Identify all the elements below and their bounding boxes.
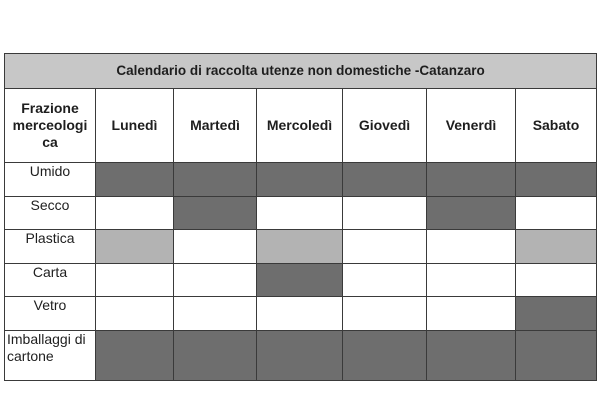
schedule-cell xyxy=(257,297,343,331)
fraction-label xyxy=(5,331,96,381)
collection-schedule-table xyxy=(4,53,597,381)
calendar-title: Calendario di raccolta utenze non domestiche -Catanzaro xyxy=(5,54,597,89)
header-line: ca xyxy=(42,133,58,150)
day-header-thursday: Giovedì xyxy=(343,88,427,162)
schedule-cell xyxy=(96,230,174,264)
schedule-cell xyxy=(516,297,597,331)
day-header-monday: Lunedì xyxy=(96,88,174,162)
header-line: merceologi xyxy=(12,116,88,133)
fraction-label xyxy=(5,163,96,197)
schedule-cell xyxy=(174,163,257,197)
schedule-cell xyxy=(96,297,174,331)
schedule-cell xyxy=(427,297,516,331)
table-row xyxy=(5,230,597,264)
fraction-label-line: Secco xyxy=(30,196,70,213)
fraction-label-line: Plastica xyxy=(25,230,75,247)
day-header-tuesday: Martedì xyxy=(174,88,257,162)
fraction-label xyxy=(5,196,96,230)
schedule-cell xyxy=(343,263,427,297)
schedule-cell xyxy=(174,230,257,264)
schedule-cell xyxy=(343,163,427,197)
schedule-cell xyxy=(174,196,257,230)
fraction-label xyxy=(5,230,96,264)
schedule-cell xyxy=(516,263,597,297)
fraction-column-header xyxy=(5,88,96,162)
schedule-cell xyxy=(516,196,597,230)
schedule-cell xyxy=(516,230,597,264)
day-header-friday: Venerdì xyxy=(427,88,516,162)
schedule-cell xyxy=(174,331,257,381)
schedule-cell xyxy=(427,263,516,297)
schedule-cell xyxy=(96,263,174,297)
fraction-label-line: Carta xyxy=(32,263,68,280)
schedule-cell xyxy=(174,263,257,297)
schedule-cell xyxy=(516,331,597,381)
header-row xyxy=(5,88,597,162)
day-header-saturday: Sabato xyxy=(516,88,597,162)
schedule-cell xyxy=(174,297,257,331)
schedule-cell xyxy=(427,331,516,381)
schedule-cell xyxy=(427,230,516,264)
schedule-cell xyxy=(257,263,343,297)
table-row xyxy=(5,297,597,331)
schedule-cell xyxy=(96,331,174,381)
schedule-cell xyxy=(96,196,174,230)
schedule-cell xyxy=(427,163,516,197)
table-row xyxy=(5,331,597,381)
schedule-cell xyxy=(257,331,343,381)
collection-calendar xyxy=(4,53,596,381)
schedule-cell xyxy=(343,196,427,230)
fraction-label-line: cartone xyxy=(7,348,54,365)
header-line: Frazione xyxy=(21,99,79,116)
schedule-cell xyxy=(96,163,174,197)
schedule-cell xyxy=(343,331,427,381)
schedule-cell xyxy=(516,163,597,197)
schedule-rows xyxy=(5,163,597,381)
fraction-label xyxy=(5,297,96,331)
day-header-wednesday: Mercoledì xyxy=(257,88,343,162)
table-row xyxy=(5,263,597,297)
schedule-cell xyxy=(257,163,343,197)
table-row xyxy=(5,163,597,197)
schedule-cell xyxy=(257,196,343,230)
schedule-cell xyxy=(427,196,516,230)
fraction-label-line: Umido xyxy=(29,163,71,179)
schedule-cell xyxy=(257,230,343,264)
fraction-label xyxy=(5,263,96,297)
schedule-cell xyxy=(343,297,427,331)
fraction-label-line: Vetro xyxy=(33,297,67,314)
schedule-cell xyxy=(343,230,427,264)
fraction-label-line: Imballaggi di xyxy=(7,331,86,348)
table-row xyxy=(5,196,597,230)
